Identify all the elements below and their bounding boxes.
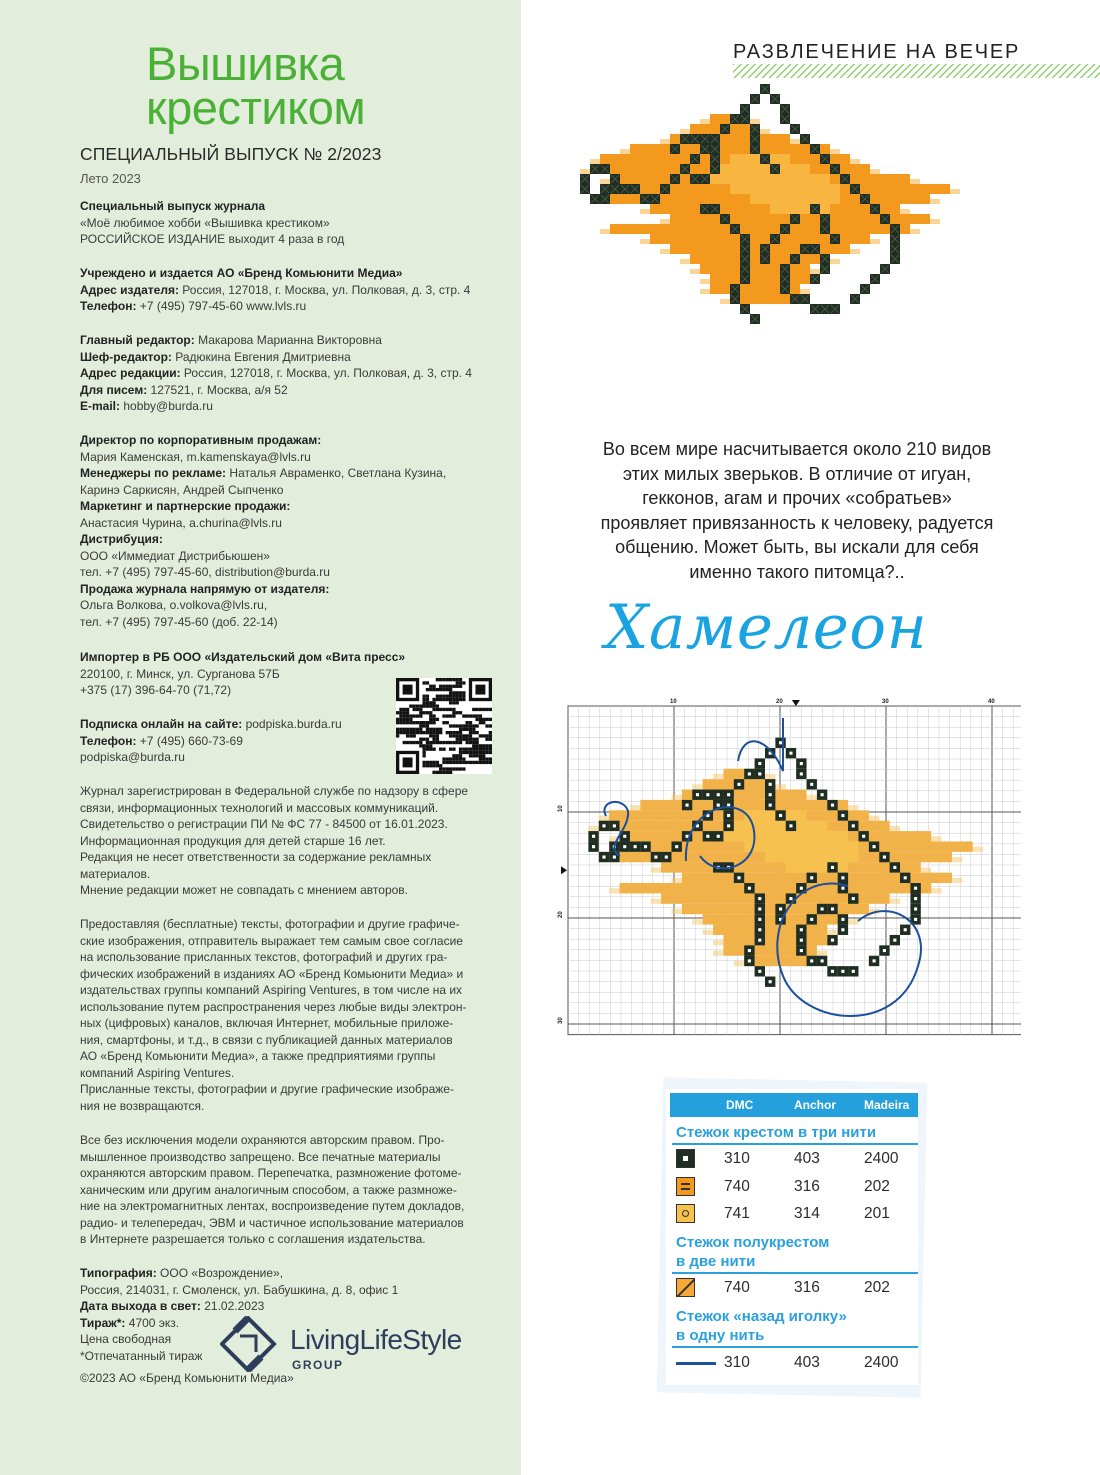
legal-line: материалов. (80, 866, 151, 881)
legal-line: компаний Aspiring Ventures. (80, 1065, 235, 1080)
livinglifestyle-mark-icon (220, 1316, 278, 1372)
blue-backstitch-line-icon (676, 1362, 716, 1365)
embroidery-preview-image (570, 84, 960, 414)
center-arrow-left-icon (561, 866, 567, 874)
orange-slash-symbol-icon (676, 1278, 695, 1297)
belly-fill (744, 841, 858, 851)
legal-line: Свидетельство о регистрации ПИ № ФС 77 - 84500 от 16.01.2023. (80, 817, 448, 831)
issue-season: Лето 2023 (80, 171, 141, 186)
body-fill (723, 935, 827, 945)
key-section-halfcross: Стежок полукрестом в две нити (676, 1234, 830, 1270)
legal-line: Журнал зарегистрирован в Федеральной службе по надзору в сфере (80, 784, 469, 798)
belly-fill (765, 852, 858, 862)
legal-line: ханическим или другим аналогичным способом, а также размноже- (80, 1182, 457, 1197)
section-hatch-decoration (733, 64, 1100, 78)
legal-line: фических изображений в изданиях АО «Бренд Комьюнити Медиа» и (80, 966, 464, 981)
body-fill (682, 873, 952, 883)
body-fill (710, 274, 810, 284)
legal-line: ские изображения, отправитель выражает тем самым свое согласие (80, 933, 463, 948)
black-square-symbol-icon (676, 1149, 695, 1168)
legal-line: Информационная продукция для детей старше 16 лет. (80, 833, 386, 848)
legal-line: охраняются авторским правом. Перепечатка, размножение фотоме- (80, 1166, 462, 1180)
body-fill (630, 144, 830, 154)
top-tick-label: 20 (776, 699, 783, 705)
left-tick-label: 20 (558, 911, 564, 918)
key-section-backstitch: Стежок «назад иголку» в одну нить (676, 1308, 847, 1344)
section-title: РАЗВЛЕЧЕНИЕ НА ВЕЧЕР (733, 41, 1021, 63)
magazine-title (146, 37, 446, 134)
yellow-circle-symbol-icon (676, 1204, 695, 1223)
left-tick-label: 10 (558, 805, 564, 812)
magazine-title-line2: крестиком (146, 81, 366, 134)
body-fill (600, 154, 850, 164)
center-arrow-top-icon (792, 700, 800, 706)
left-tick-label: 30 (558, 1017, 564, 1024)
body-fill (610, 224, 910, 234)
body-fill (640, 800, 848, 810)
key-section-cross: Стежок крестом в три нити (676, 1124, 877, 1141)
key-row: 740 316 202 (674, 1175, 918, 1199)
legal-line: использование путем распространения через любые виды электрон- (80, 999, 467, 1014)
legal-line: Редакция не несет ответственности за содержание рекламных (80, 850, 432, 864)
subscription-qr-code[interactable] (396, 678, 492, 774)
article-headline: Хамелеон (605, 592, 928, 663)
article-intro: Во всем мире насчитывается около 210 видов этих милых зверьков. В отличие от игуан, гекконов, агам и прочих «собратьев» проявляет привязанность к человеку, радуется общению. Может быть, вы искали для себя именно такого питомца?.. (600, 439, 994, 582)
issue-number: СПЕЦИАЛЬНЫЙ ВЫПУСК № 2/2023 (80, 144, 382, 164)
imprint-block-subscription: Подписка онлайн на сайте: podpiska.burda.ru Телефон: +7 (495) 660-73-69 podpiska@burda.ru (80, 717, 342, 764)
legal-line: на использование присланных текстов, фотографий и других гра- (80, 950, 448, 964)
belly-fill (730, 184, 840, 194)
belly-fill (750, 194, 840, 204)
imprint-block-editorial: Главный редактор: Макарова Марианна Викторовна Шеф-редактор: Радюкина Евгения Дмитриевна Адрес редакции: Россия, 127018, г. Москва, ул. Полковая, д. 3, стр. 4 Для писем: 127521, г. Москва, а/я 52 E-mail: hobby@burda.ru (80, 333, 472, 413)
belly-fill (770, 204, 830, 214)
legal-registration-text (80, 783, 520, 899)
legal-line: радио- и телепередач, ЭВМ и частичное использование материалов (80, 1215, 464, 1230)
belly-fill (786, 862, 848, 872)
logo-brand-text: LivingLifeStyle (290, 1324, 462, 1355)
legal-line: ния, смартфоны, и т.д., в связи с публикацией данных материалов (80, 1032, 453, 1047)
legal-line: Предоставляя (бесплатные) тексты, фотографии и другие графиче- (80, 917, 460, 931)
key-row: 310 403 2400 (674, 1351, 918, 1375)
orange-equals-symbol-icon (676, 1177, 695, 1196)
top-tick-label: 30 (882, 699, 889, 705)
body-fill (700, 264, 810, 274)
chameleon-figure (580, 84, 960, 324)
magazine-title-line1: Вышивка (146, 37, 345, 90)
legal-line: ния не возвращаются. (80, 1098, 205, 1113)
legal-submissions-text (80, 916, 520, 1114)
belly-fill (734, 821, 827, 831)
legal-line: связи, информационных технологий и массовых коммуникаций. (80, 800, 439, 815)
key-row: 740 316 202 (674, 1276, 918, 1300)
key-row: 741 314 201 (674, 1202, 918, 1226)
key-row: 310 403 2400 (674, 1147, 918, 1171)
legal-line: ных (цифровых) каналов, включая Интернет, мобильные приложе- (80, 1016, 454, 1030)
belly-fill (723, 831, 848, 841)
imprint-block-importer: Импортер в РБ ООО «Издательский дом «Вита пресс» 220100, г. Минск, ул. Сурганова 57Б +375 (17) 396-64-70 (71,72) (80, 650, 406, 697)
legal-line: Мнение редакции может не совпадать с мнением авторов. (80, 883, 409, 897)
legal-line: Присланные тексты, фотографии и другие графические изображе- (80, 1082, 454, 1096)
legal-line: АО «Бренд Комьюнити Медиа», а также предприятиями группы (80, 1049, 436, 1063)
logo-group-text: GROUP (292, 1358, 344, 1372)
top-tick-label: 40 (988, 699, 995, 705)
legal-line: в Интернете разрешается только с соглашения издательства. (80, 1232, 426, 1246)
belly-fill (720, 164, 810, 174)
imprint-block-edition: Специальный выпуск журнала «Моё любимое хобби «Вышивка крестиком» РОССИЙСКОЕ ИЗДАНИЕ выходит 4 раза в год (80, 199, 345, 246)
body-fill (713, 925, 827, 935)
cross-stitch-scheme (551, 694, 1021, 1046)
imprint-block-publisher: Учреждено и издается АО «Бренд Комьюнити Медиа» Адрес издателя: Россия, 127018, г. Москва, ул. Полковая, д. 3, стр. 4 Телефон: +7 (495) 797-45-60 www.lvls.ru (80, 266, 471, 313)
imprint-block-sales: Директор по корпоративным продажам: Мария Каменская, m.kamenskaya@lvls.ru Менеджеры по рекламе: Наталья Авраменко, Светлана Кузина, Каринэ Саркисян, Андрей Сыпченко Маркетинг и партнерские продажи: Анастасия Чурина, a.churina@lvls.ru Дистрибуция: ООО «Иммедиат Дистрибьюшен» тел. +7 (495) 797-45-60, distribution@burda.ru Продажа журнала напрямую от издателя: Ольга Волкова, o.volkova@lvls.ru, тел. +7 (495) 797-45-60 (доб. 22-14) (80, 433, 447, 629)
key-table-header: DMC Anchor Madeira (670, 1093, 918, 1117)
legal-line: издательствах группы компаний Aspiring Ventures, в том числе на их (80, 983, 463, 997)
body-fill (620, 883, 932, 893)
imprint-column (0, 0, 521, 1475)
livinglifestyle-logo[interactable] (220, 1316, 520, 1376)
legal-copyright-text (80, 1132, 520, 1248)
top-tick-label: 10 (670, 699, 677, 705)
legal-line: мышленное производство запрещено. Все печатные материалы (80, 1149, 441, 1164)
imprint-block-print: Типография: ООО «Возрождение», Россия, 214031, г. Смоленск, ул. Бабушкина, д. 8, офис 1 Дата выхода в свет: 21.02.2023 Тираж*: 4700 экз. Цена свободная *Отпечатанный тираж ©2023 АО «Бренд Комьюнити Медиа» (80, 1266, 399, 1385)
belly-fill (710, 174, 830, 184)
legal-line: ние на электромагнитных лентах, воспроизведение путем докладов, (80, 1199, 465, 1213)
body-fill (609, 810, 869, 820)
thread-key-table (660, 1080, 924, 1395)
legal-line: Все без исключения модели охраняются авторским правом. Про- (80, 1133, 445, 1147)
